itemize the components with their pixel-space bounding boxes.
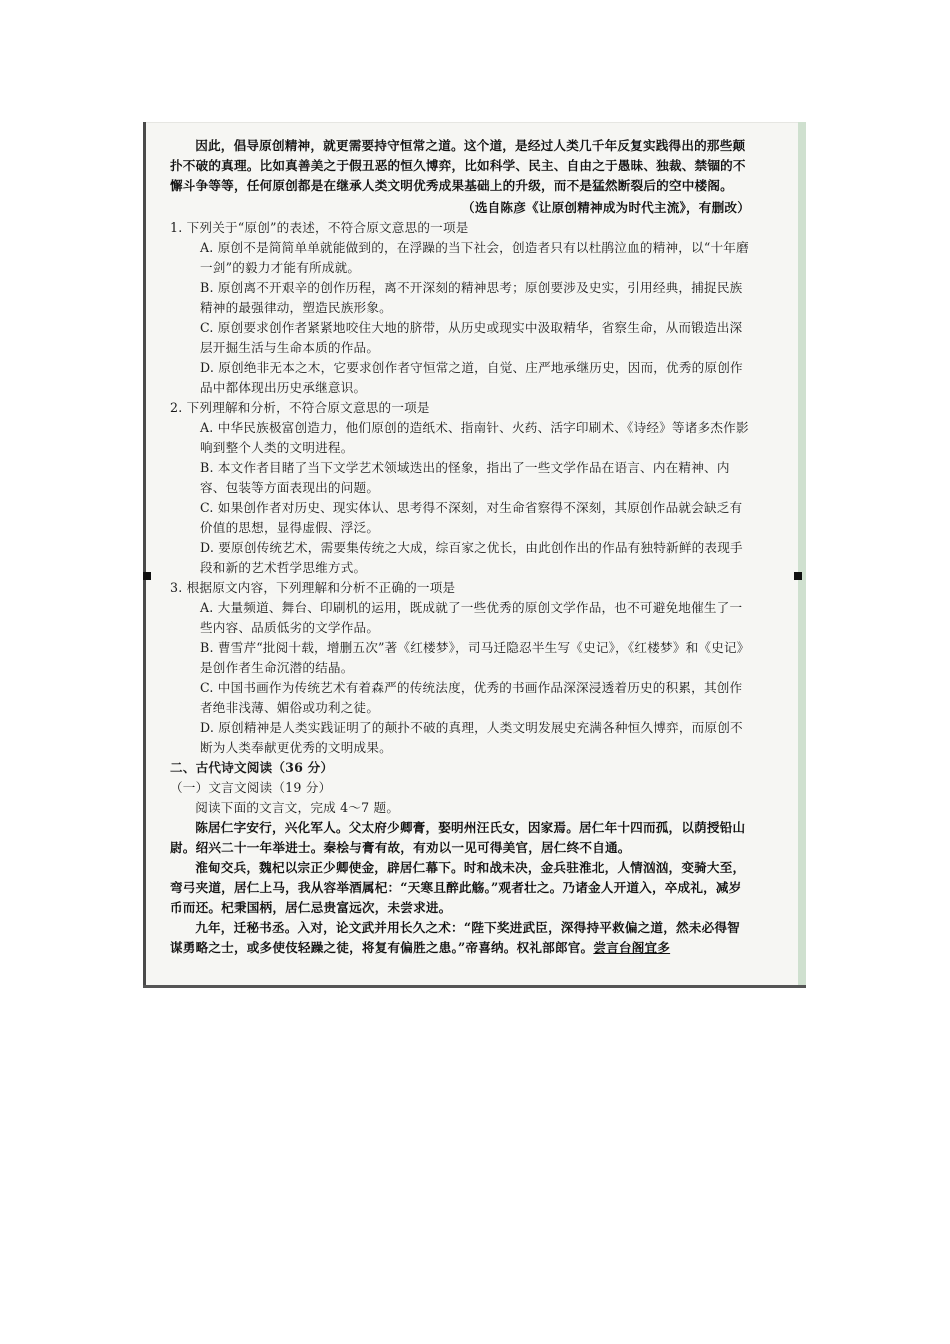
- classical-paragraph-3: [170, 918, 750, 958]
- option-b: B. 曹雪芹“批阅十载，增删五次”著《红楼梦》，司马迁隐忍半生写《史记》，《红楼梦》和《史记》是创作者生命沉潜的结晶。: [200, 640, 750, 675]
- classical-paragraph-2: 淮甸交兵，魏杞以宗正少卿使金，辟居仁幕下。时和战未决，金兵驻淮北，人情汹汹，变骑大至，弯弓夹道，居仁上马，我从容举酒属杞：“天寒且醉此觞。”观者壮之。乃诸金人开道入，卒成礼，减岁币而还。杞秉国柄，居仁忌贵富远次，未尝求进。: [170, 860, 746, 915]
- registration-mark-right: [794, 572, 802, 580]
- scan-left-border: [143, 122, 146, 988]
- registration-mark-left: [143, 572, 151, 580]
- option-a: A. 大量频道、舞台、印刷机的运用，既成就了一些优秀的原创文学作品，也不可避免地催生了一些内容、品质低劣的文学作品。: [200, 600, 743, 635]
- question-stem: 1. 下列关于“原创”的表述，不符合原文意思的一项是: [170, 220, 469, 235]
- question-2: [170, 398, 750, 578]
- option-c: C. 中国书画作为传统艺术有着森严的传统法度，优秀的书画作品深深浸透着历史的积累，其创作者绝非浅薄、媚俗或功利之徒。: [200, 680, 743, 715]
- document-content: [170, 136, 750, 958]
- option-b: B. 原创离不开艰辛的创作历程，离不开深刻的精神思考；原创要涉及史实，引用经典，捕捉民族精神的最强律动，塑造民族形象。: [200, 280, 743, 315]
- option-b: B. 本文作者目睹了当下文学艺术领域迭出的怪象，指出了一些文学作品在语言、内在精神、内容、包装等方面表现出的问题。: [200, 460, 730, 495]
- question-stem: 3. 根据原文内容，下列理解和分析不正确的一项是: [170, 580, 456, 595]
- underlined-fragment: 尝言台阁宜多: [593, 940, 671, 955]
- question-stem: 2. 下列理解和分析，不符合原文意思的一项是: [170, 400, 430, 415]
- option-a: A. 原创不是简简单单就能做到的，在浮躁的当下社会，创造者只有以杜鹃泣血的精神，以“十年磨一剑”的毅力才能有所成就。: [200, 240, 749, 275]
- section-title: 二、古代诗文阅读（36 分）: [170, 760, 334, 775]
- option-c: C. 如果创作者对历史、现实体认、思考得不深刻，对生命省察得不深刻，其原创作品就会缺乏有价值的思想，显得虚假、浮泛。: [200, 500, 743, 535]
- scan-right-border: [798, 122, 806, 988]
- scan-bottom-border: [143, 985, 806, 988]
- option-d: D. 原创绝非无本之木，它要求创作者守恒常之道，自觉、庄严地承继历史，因而，优秀的原创作品中都体现出历史承继意识。: [200, 360, 743, 395]
- question-1: [170, 218, 750, 398]
- passage-paragraph: 因此，倡导原创精神，就更需要持守恒常之道。这个道，是经过人类几千年反复实践得出的那些颠扑不破的真理。比如真善美之于假丑恶的恒久博弈，比如科学、民主、自由之于愚昧、独裁、禁锢的不懈斗争等等，任何原创都是在继承人类文明优秀成果基础上的升级，而不是猛然断裂后的空中楼阁。: [170, 138, 746, 193]
- option-a: A. 中华民族极富创造力，他们原创的造纸术、指南针、火药、活字印刷术、《诗经》等诸多杰作影响到整个人类的文明进程。: [200, 420, 749, 455]
- option-d: D. 要原创传统艺术，需要集传统之大成，综百家之优长，由此创作出的作品有独特新鲜的表现手段和新的艺术哲学思维方式。: [200, 540, 743, 575]
- subsection-title: （一）文言文阅读（19 分）: [170, 780, 332, 795]
- classical-paragraph-3-text: 九年，迁秘书丞。入对，论文武并用长久之术：“陛下奖进武臣，深得持平救偏之道，然未必得智谋勇略之士，或多使伎轻躁之徒，将复有偏胜之患。”帝喜纳。权礼部郎官。: [170, 920, 740, 955]
- passage-source: （选自陈彦《让原创精神成为时代主流》，有删改）: [462, 200, 750, 215]
- option-d: D. 原创精神是人类实践证明了的颠扑不破的真理，人类文明发展史充满各种恒久博弈，而原创不断为人类奉献更优秀的文明成果。: [200, 720, 743, 755]
- classical-paragraph-1: 陈居仁字安行，兴化军人。父太府少卿膏，娶明州汪氏女，因家焉。居仁年十四而孤，以荫授铅山尉。绍兴二十一年举进士。秦桧与膏有故，有劝以一见可得美官，居仁终不自通。: [170, 820, 746, 855]
- section-instruction: 阅读下面的文言文，完成 4～7 题。: [195, 800, 400, 815]
- option-c: C. 原创要求创作者紧紧地咬住大地的脐带，从历史或现实中汲取精华，省察生命，从而锻造出深层开掘生活与生命本质的作品。: [200, 320, 743, 355]
- question-3: [170, 578, 750, 758]
